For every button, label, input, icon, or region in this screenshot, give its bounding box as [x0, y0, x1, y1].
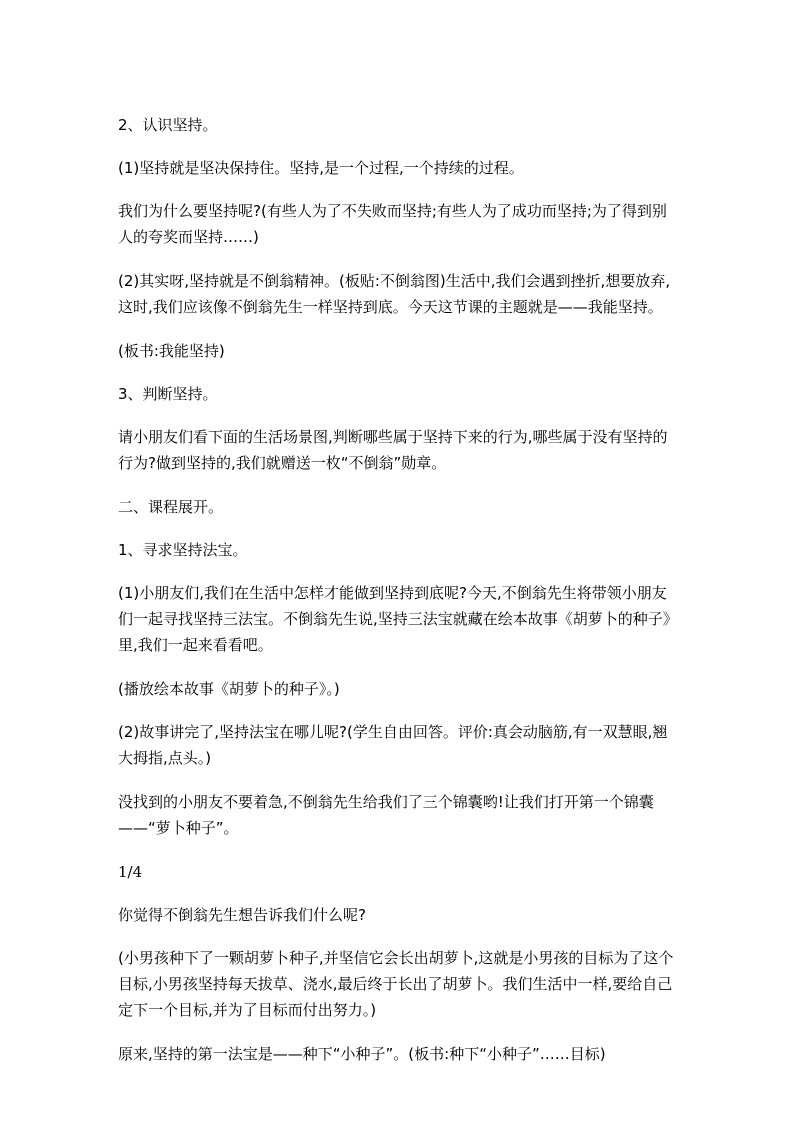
paragraph-find-three-treasures: (1)小朋友们,我们在生活中怎样才能做到坚持到底呢?今天,不倒翁先生将带领小朋友们一起寻找坚持三法宝。不倒翁先生说,坚持三法宝就藏在绘本故事《胡萝卜的种子》里,我们一起来看看吧。 [118, 584, 678, 654]
paragraph-story-finished: (2)故事讲完了,坚持法宝在哪儿呢?(学生自由回答。评价:真会动脑筋,有一双慧眼,翘大拇指,点头。) [118, 723, 668, 767]
section-heading-judge-persistence: 3、判断坚持。 [118, 385, 218, 403]
document-page [118, 112, 678, 1085]
paragraph-board-note: (板书:我能坚持) [118, 342, 225, 360]
section-heading-seek-treasure: 1、寻求坚持法宝。 [118, 541, 248, 559]
paragraph-first-treasure: 原来,坚持的第一法宝是——种下“小种子”。(板书:种下“小种子”……目标) [118, 1045, 606, 1063]
section-heading-course-expansion: 二、课程展开。 [118, 498, 224, 516]
paragraph-scene-judgement: 请小朋友们看下面的生活场景图,判断哪些属于坚持下来的行为,哪些属于没有坚持的行为?做到坚持的,我们就赠送一枚“不倒翁”勋章。 [118, 428, 668, 472]
paragraph-definition: (1)坚持就是坚决保持住。坚持,是一个过程,一个持续的过程。 [118, 159, 524, 177]
paragraph-play-story: (播放绘本故事《胡萝卜的种子》。) [118, 680, 340, 698]
paragraph-three-pouches: 没找到的小朋友不要着急,不倒翁先生给我们了三个锦囊哟!让我们打开第一个锦囊——“萝卜种子”。 [118, 793, 654, 837]
paragraph-question: 你觉得不倒翁先生想告诉我们什么呢? [118, 906, 366, 924]
paragraph-carrot-story: (小男孩种下了一颗胡萝卜种子,并坚信它会长出胡萝卜,这就是小男孩的目标为了这个目标,小男孩坚持每天拔草、浇水,最后终于长出了胡萝卜。我们生活中一样,要给自己定下一个目标,并为了目标而付出努力。) [118, 949, 674, 1019]
section-heading-recognize-persistence: 2、认识坚持。 [118, 116, 218, 134]
paragraph-tumbler-spirit: (2)其实呀,坚持就是不倒翁精神。(板贴:不倒翁图)生活中,我们会遇到挫折,想要放弃,这时,我们应该像不倒翁先生一样坚持到底。今天这节课的主题就是——我能坚持。 [118, 272, 671, 316]
page-number: 1/4 [118, 863, 143, 881]
paragraph-why-persist: 我们为什么要坚持呢?(有些人为了不失败而坚持;有些人为了成功而坚持;为了得到别人的夸奖而坚持……) [118, 202, 667, 246]
